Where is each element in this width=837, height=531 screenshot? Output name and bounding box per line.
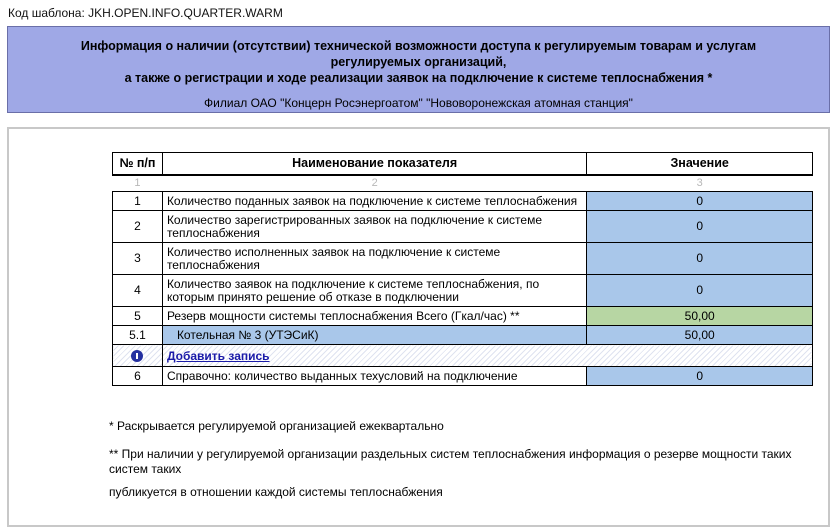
row-name: Количество исполненных заявок на подключение к системе теплоснабжения	[162, 243, 586, 275]
table-row	[113, 307, 813, 326]
row-name: Количество поданных заявок на подключение к системе теплоснабжения	[162, 192, 586, 211]
row-num: 5	[113, 307, 163, 326]
page-title-line2: а также о регистрации и ходе реализации заявок на подключение к системе теплоснабжения *	[124, 71, 713, 85]
footnote-2: ** При наличии у регулируемой организации раздельных систем теплоснабжения информация о резерве мощности таких систем таких	[109, 447, 792, 476]
row-name-input[interactable]: Котельная № 3 (УТЭСиК)	[162, 326, 586, 345]
row-num: 5.1	[113, 326, 163, 345]
column-index: 1	[134, 177, 141, 190]
row-name: Справочно: количество выданных техусловий на подключение	[162, 367, 586, 386]
row-value-input[interactable]: 0	[587, 192, 813, 211]
add-record-row	[113, 345, 813, 367]
table-row	[113, 367, 813, 386]
header-num: № п/п	[113, 153, 163, 175]
add-record-icon-cell	[113, 345, 163, 367]
row-value-input[interactable]: 0	[587, 275, 813, 307]
row-name: Количество заявок на подключение к системе теплоснабжения, по которым принято решение об отказе в подключении	[162, 275, 586, 307]
table-header-row	[113, 153, 813, 175]
row-num: 3	[113, 243, 163, 275]
row-num: 1	[113, 192, 163, 211]
row-name: Количество зарегистрированных заявок на подключение к системе теплоснабжения	[162, 211, 586, 243]
header-name: Наименование показателя	[162, 153, 586, 175]
column-index: 3	[696, 177, 703, 190]
header-panel	[7, 26, 830, 113]
row-value-input[interactable]: 0	[587, 243, 813, 275]
form-panel	[7, 127, 830, 527]
indicators-table	[112, 152, 813, 386]
row-num: 4	[113, 275, 163, 307]
column-index-row	[113, 175, 813, 192]
page-title-line1: Информация о наличии (отсутствии) технической возможности доступа к регулируемым товарам и услугам регулируемых организаций,	[80, 39, 757, 69]
footnote-3: публикуется в отношении каждой системы теплоснабжения	[109, 485, 443, 499]
table-row	[113, 192, 813, 211]
row-value-computed: 50,00	[587, 307, 813, 326]
table-row	[113, 275, 813, 307]
row-value-input[interactable]: 0	[587, 367, 813, 386]
table-row	[113, 211, 813, 243]
column-index: 2	[371, 177, 378, 190]
table-row	[113, 326, 813, 345]
organization-name: Филиал ОАО "Концерн Росэнергоатом" "Нововоронежская атомная станция"	[204, 96, 633, 110]
row-name: Резерв мощности системы теплоснабжения Всего (Гкал/час) **	[162, 307, 586, 326]
row-num: 6	[113, 367, 163, 386]
page-title	[8, 38, 829, 86]
row-num: 2	[113, 211, 163, 243]
row-value-input[interactable]: 50,00	[587, 326, 813, 345]
row-value-input[interactable]: 0	[587, 211, 813, 243]
table-row	[113, 243, 813, 275]
info-icon	[131, 350, 143, 362]
footnote-1: * Раскрывается регулируемой организацией ежеквартально	[109, 419, 444, 433]
template-code-label: Код шаблона: JKH.OPEN.INFO.QUARTER.WARM	[8, 6, 283, 20]
add-record-cell	[162, 345, 812, 367]
header-value: Значение	[587, 153, 813, 175]
add-record-link[interactable]: Добавить запись	[166, 348, 270, 363]
